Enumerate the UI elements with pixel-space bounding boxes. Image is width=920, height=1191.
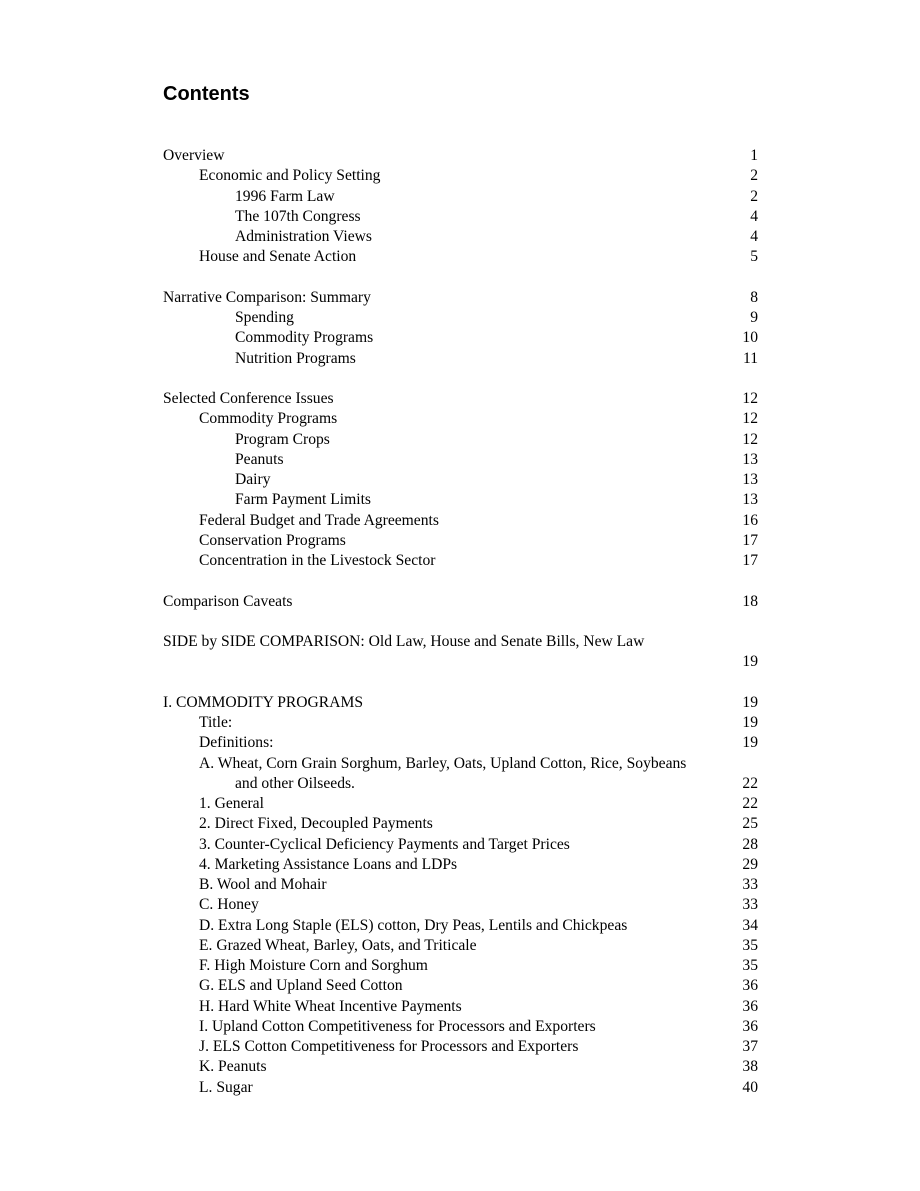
toc-entry-page: 17 xyxy=(742,552,758,569)
toc-entry-title: Farm Payment Limits xyxy=(235,491,372,509)
toc-entry-title: 4. Marketing Assistance Loans and LDPs xyxy=(199,855,458,873)
toc-entry-page: 2 xyxy=(750,167,758,185)
toc-entry[interactable] xyxy=(163,470,758,490)
toc-entry-title: Economic and Policy Setting xyxy=(199,167,381,185)
toc-entry-page: 13 xyxy=(742,471,758,488)
toc-entry-page: 38 xyxy=(742,1058,758,1076)
page-title: Contents xyxy=(163,83,250,105)
toc-entry-page: 13 xyxy=(742,450,758,468)
toc-entry-title: Program Crops xyxy=(235,430,330,448)
toc-entry-page: 11 xyxy=(742,349,758,367)
toc-entry[interactable] xyxy=(163,814,758,834)
toc-entry[interactable] xyxy=(163,997,758,1017)
toc-entry[interactable] xyxy=(163,146,758,166)
table-of-contents xyxy=(163,146,758,1098)
toc-entry-title: Federal Budget and Trade Agreements xyxy=(199,511,439,529)
toc-entry-title: Peanuts xyxy=(235,450,284,468)
toc-entry-title: I. COMMODITY PROGRAMS xyxy=(163,693,364,711)
toc-entry-page: 22 xyxy=(742,774,758,792)
toc-entry-page: 12 xyxy=(742,430,758,448)
toc-entry-title: L. Sugar xyxy=(199,1078,253,1096)
toc-entry[interactable] xyxy=(163,835,758,855)
toc-entry-title: K. Peanuts xyxy=(199,1058,267,1076)
toc-entry-title: Administration Views xyxy=(235,228,372,245)
toc-entry[interactable] xyxy=(163,936,758,956)
toc-entry[interactable] xyxy=(163,733,758,753)
toc-entry-title: Definitions: xyxy=(199,734,274,752)
toc-entry-page: 9 xyxy=(750,309,758,326)
toc-entry[interactable] xyxy=(163,976,758,996)
toc-entry-title: Spending xyxy=(235,309,294,326)
toc-entry[interactable] xyxy=(163,288,758,308)
toc-entry[interactable] xyxy=(163,1037,758,1057)
toc-entry[interactable] xyxy=(163,794,758,814)
toc-entry-page: 36 xyxy=(742,1017,758,1035)
toc-entry-continuation[interactable] xyxy=(163,652,758,672)
toc-entry-page: 4 xyxy=(750,207,758,225)
toc-entry-page: 8 xyxy=(750,288,758,306)
toc-entry[interactable] xyxy=(163,308,758,328)
toc-entry-title: Narrative Comparison: Summary xyxy=(163,288,371,306)
toc-entry-page: 22 xyxy=(742,795,758,812)
toc-entry[interactable] xyxy=(163,166,758,186)
toc-entry-page: 12 xyxy=(742,410,758,428)
toc-entry[interactable] xyxy=(163,349,758,369)
toc-entry-title: Conservation Programs xyxy=(199,531,346,549)
toc-entry-title: B. Wool and Mohair xyxy=(199,876,327,893)
toc-entry-page: 28 xyxy=(742,835,758,853)
toc-entry-title-continued: and other Oilseeds. xyxy=(235,774,355,792)
toc-entry[interactable] xyxy=(163,1017,758,1037)
toc-entry-page: 1 xyxy=(750,147,758,164)
toc-entry-page: 36 xyxy=(742,997,758,1015)
toc-entry-page: 17 xyxy=(742,531,758,549)
toc-entry[interactable] xyxy=(163,207,758,227)
toc-entry[interactable] xyxy=(163,187,758,207)
toc-entry-title: E. Grazed Wheat, Barley, Oats, and Triticale xyxy=(199,936,477,954)
toc-entry-title: Commodity Programs xyxy=(235,329,374,347)
toc-entry-page: 13 xyxy=(742,491,758,509)
toc-entry-title: 2. Direct Fixed, Decoupled Payments xyxy=(199,815,433,833)
toc-entry-title: 1. General xyxy=(199,795,264,812)
toc-entry-page: 35 xyxy=(742,957,758,974)
toc-entry-page: 35 xyxy=(742,936,758,954)
toc-entry-page: 5 xyxy=(750,248,758,266)
toc-entry-title: H. Hard White Wheat Incentive Payments xyxy=(199,997,462,1015)
toc-entry-page: 19 xyxy=(742,714,758,731)
toc-entry-title: Nutrition Programs xyxy=(235,349,356,367)
toc-entry-continuation[interactable] xyxy=(163,774,758,794)
toc-entry-title: Selected Conference Issues xyxy=(163,390,334,407)
toc-entry-page: 33 xyxy=(742,876,758,893)
toc-entry-title: I. Upland Cotton Competitiveness for Processors and Exporters xyxy=(199,1017,596,1035)
toc-entry[interactable] xyxy=(163,430,758,450)
toc-entry-page: 40 xyxy=(742,1078,758,1096)
toc-entry[interactable] xyxy=(163,713,758,733)
toc-entry-page: 2 xyxy=(750,187,758,205)
toc-entry[interactable] xyxy=(163,916,758,936)
toc-entry-page: 19 xyxy=(742,653,758,671)
toc-entry[interactable] xyxy=(163,956,758,976)
toc-entry-title: G. ELS and Upland Seed Cotton xyxy=(199,977,403,995)
toc-entry-title: D. Extra Long Staple (ELS) cotton, Dry Peas, Lentils and Chickpeas xyxy=(199,916,628,934)
toc-entry[interactable] xyxy=(163,409,758,429)
toc-entry[interactable] xyxy=(163,227,758,247)
toc-entry-title: Overview xyxy=(163,147,225,164)
toc-entry-page: 19 xyxy=(742,734,758,752)
toc-entry-title: F. High Moisture Corn and Sorghum xyxy=(199,957,428,974)
toc-entry-page: 29 xyxy=(742,855,758,873)
toc-entry[interactable] xyxy=(163,895,758,915)
toc-entry[interactable] xyxy=(163,875,758,895)
toc-entry-page: 18 xyxy=(742,592,758,610)
toc-entry-page: 37 xyxy=(742,1038,758,1055)
toc-entry[interactable] xyxy=(163,693,758,713)
toc-entry-title: A. Wheat, Corn Grain Sorghum, Barley, Oats, Upland Cotton, Rice, Soybeans xyxy=(199,754,687,772)
toc-entry-title: Commodity Programs xyxy=(199,410,338,428)
toc-entry-heading[interactable] xyxy=(163,632,758,652)
toc-entry-title: The 107th Congress xyxy=(235,207,361,225)
toc-entry-page: 36 xyxy=(742,977,758,995)
toc-entry[interactable] xyxy=(163,328,758,348)
toc-entry[interactable] xyxy=(163,531,758,551)
toc-entry[interactable] xyxy=(163,511,758,531)
toc-entry[interactable] xyxy=(163,389,758,409)
toc-entry[interactable] xyxy=(163,490,758,510)
toc-entry-title: Title: xyxy=(199,714,233,731)
toc-entry[interactable] xyxy=(163,855,758,875)
toc-entry-title: J. ELS Cotton Competitiveness for Processors and Exporters xyxy=(199,1038,579,1055)
toc-entry-title: C. Honey xyxy=(199,896,259,914)
toc-entry-page: 25 xyxy=(742,815,758,833)
toc-entry-page: 4 xyxy=(750,228,758,245)
toc-entry[interactable] xyxy=(163,551,758,571)
toc-entry[interactable] xyxy=(163,1057,758,1077)
toc-entry-page: 34 xyxy=(742,916,758,934)
toc-entry-title: Dairy xyxy=(235,471,271,488)
toc-entry[interactable] xyxy=(163,247,758,267)
toc-entry-page: 12 xyxy=(742,390,758,407)
toc-entry-page: 33 xyxy=(742,896,758,914)
toc-entry-title: 3. Counter-Cyclical Deficiency Payments and Target Prices xyxy=(199,835,570,853)
toc-entry[interactable] xyxy=(163,592,758,612)
toc-entry-title: House and Senate Action xyxy=(199,248,357,266)
toc-entry[interactable] xyxy=(163,1078,758,1098)
toc-entry-page: 10 xyxy=(742,329,758,347)
toc-entry-title: Comparison Caveats xyxy=(163,592,293,610)
toc-entry-title: 1996 Farm Law xyxy=(235,187,335,205)
toc-entry-page: 19 xyxy=(742,693,758,711)
toc-entry-heading[interactable] xyxy=(163,754,758,774)
toc-entry-title: SIDE by SIDE COMPARISON: Old Law, House and Senate Bills, New Law xyxy=(163,633,645,650)
toc-entry-title: Concentration in the Livestock Sector xyxy=(199,552,436,569)
toc-entry-page: 16 xyxy=(742,511,758,529)
toc-entry[interactable] xyxy=(163,450,758,470)
